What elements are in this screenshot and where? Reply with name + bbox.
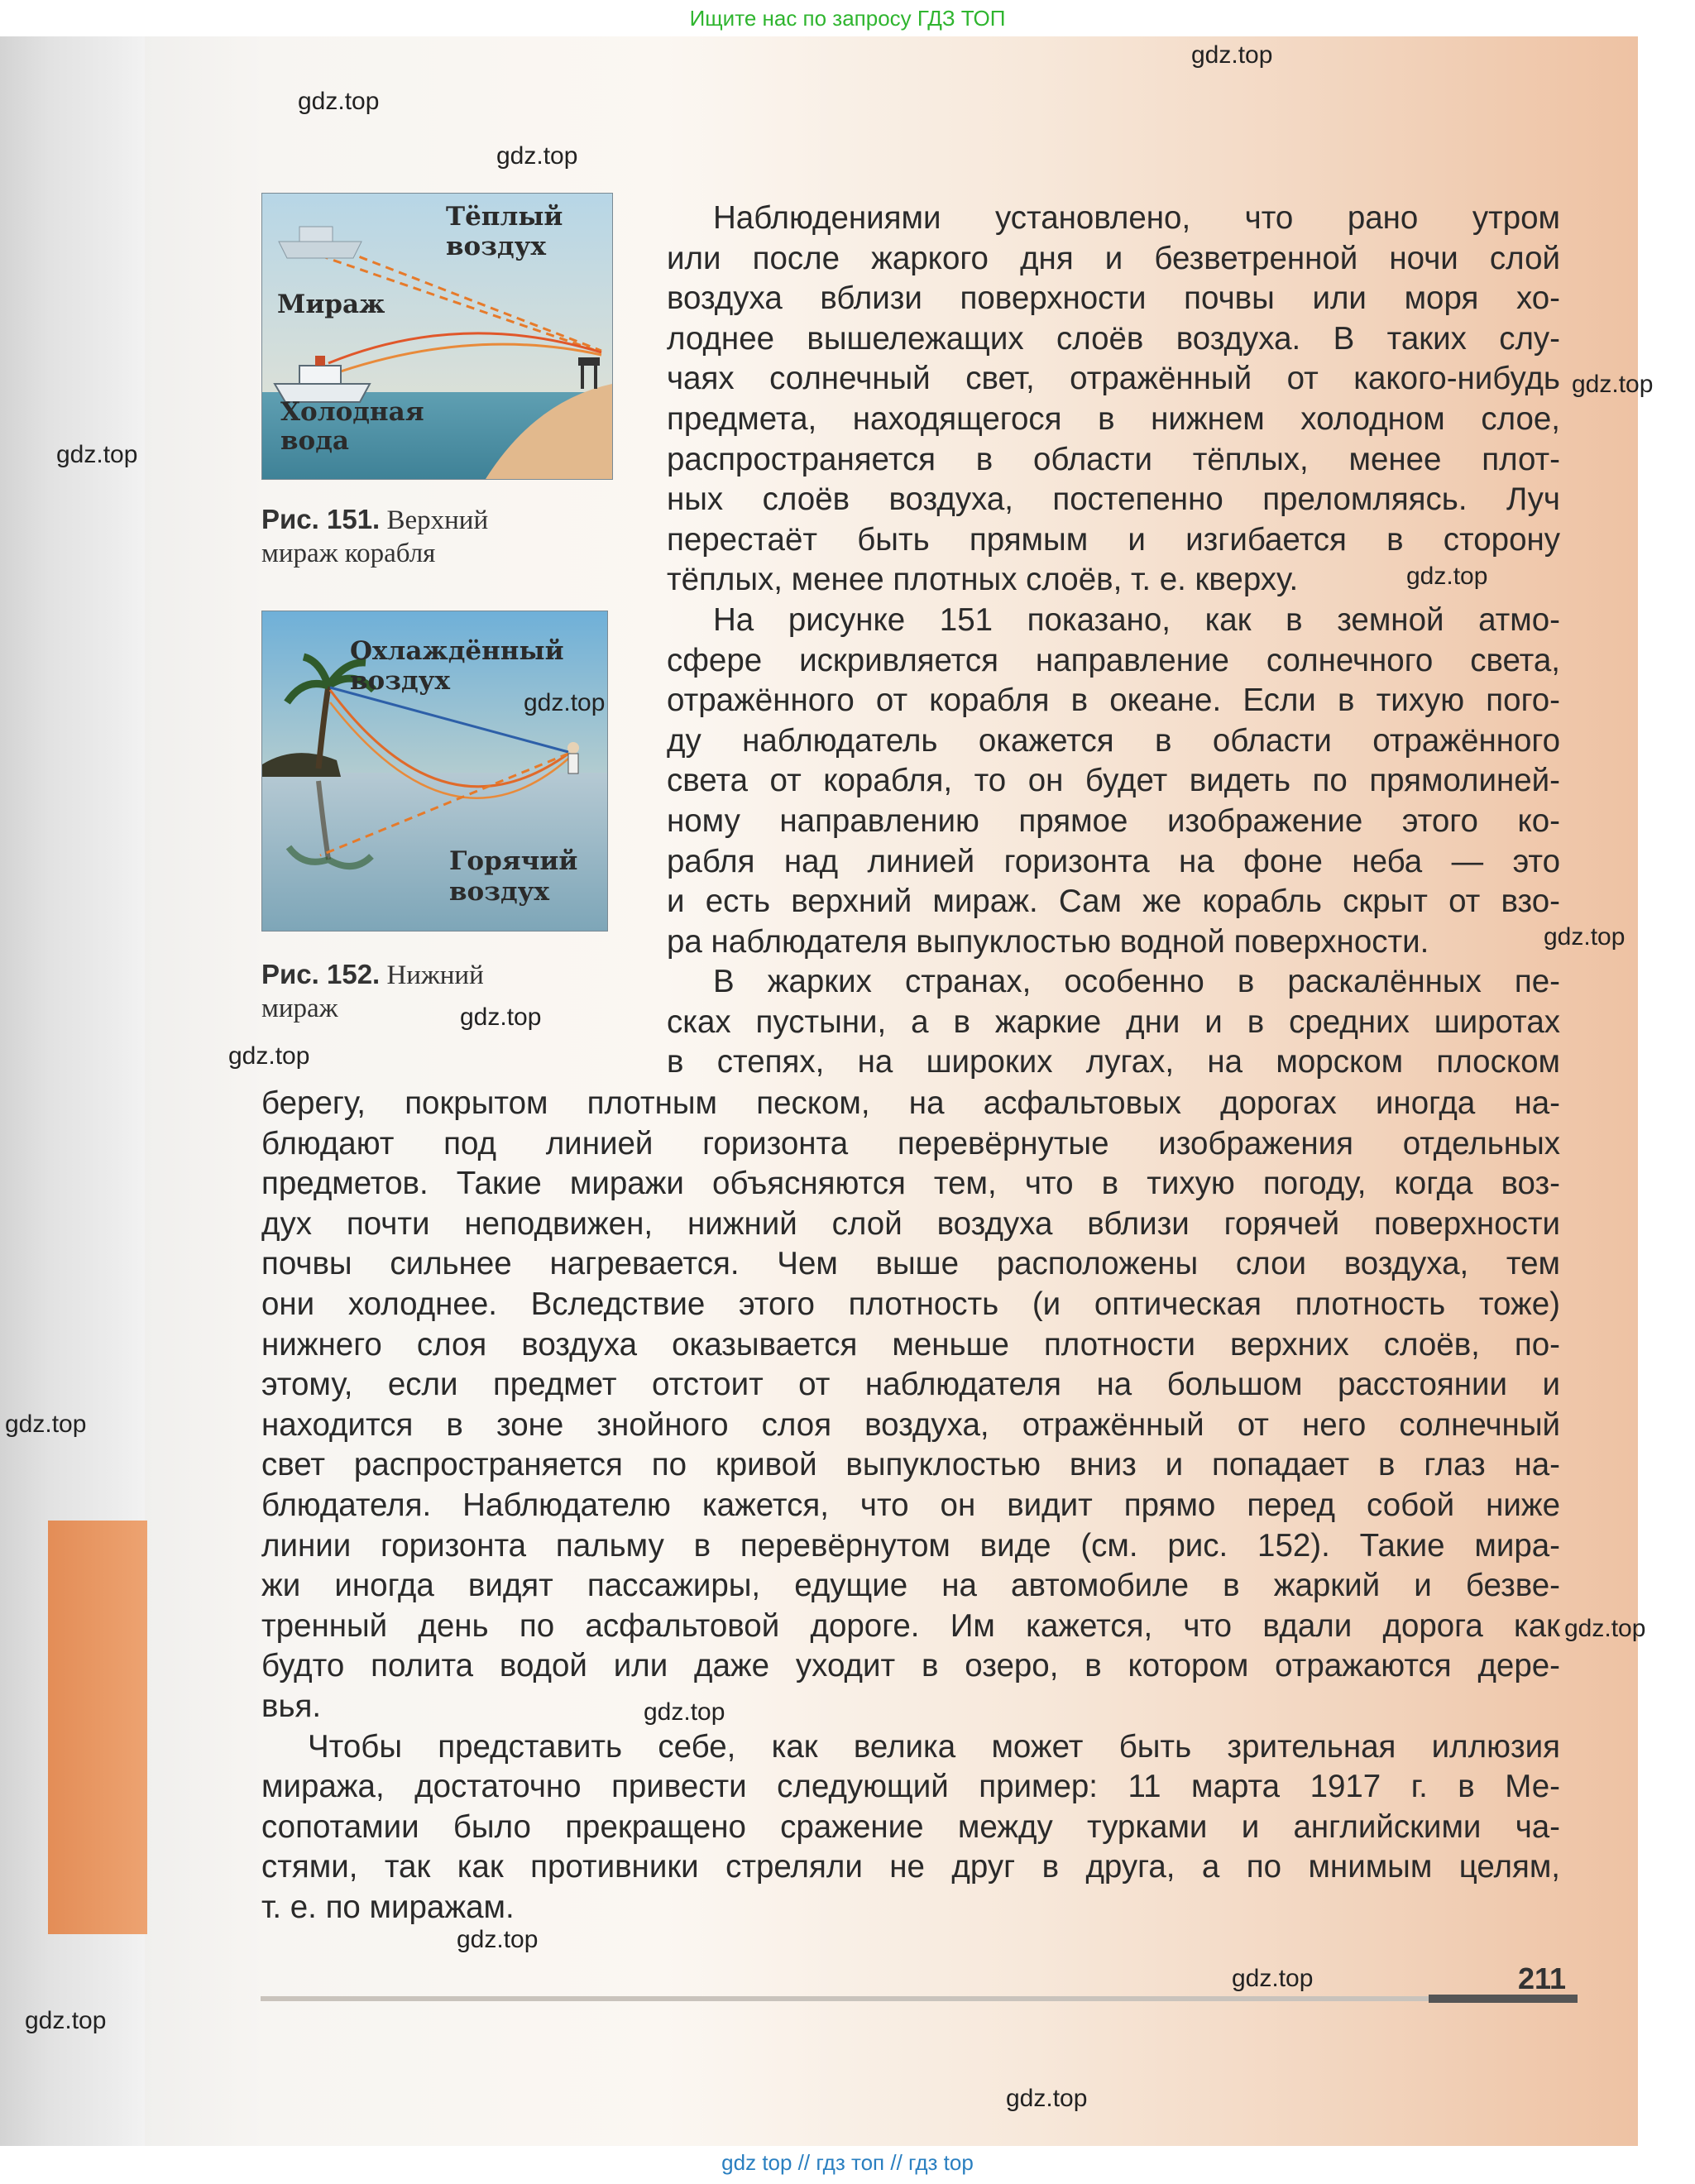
text-line: Чтобы представить себе, как велика может быть зрительная иллюзия: [308, 1728, 1560, 1765]
text-line: будто полита водой или даже уходит в озеро, в котором отражаются дере-: [261, 1648, 1560, 1684]
text-line: находится в зоне знойного слоя воздуха, отражённый от него солнечный: [261, 1406, 1560, 1443]
text-line: линии горизонта пальму в перевёрнутом виде (см. рис. 152). Такие мира-: [261, 1527, 1560, 1564]
fig151-label-warm-2: воздух: [446, 232, 546, 261]
text-line: миража, достаточно привести следующий пример: 11 марта 1917 г. в Ме-: [261, 1769, 1560, 1805]
watermark: gdz.top: [457, 1926, 539, 1953]
text-line: рабля над линией горизонта на фоне неба — это: [667, 843, 1560, 879]
watermark: gdz.top: [25, 2007, 107, 2034]
text-line: отражённого от корабля в океане. Если в тихую пого-: [667, 682, 1560, 719]
watermark: gdz.top: [5, 1410, 87, 1438]
text-line: и есть верхний мираж. Сам же корабль скрыт от взо-: [667, 884, 1560, 920]
watermark: gdz.top: [1406, 563, 1488, 590]
text-line: почвы сильнее нагревается. Чем выше расположены слои воздуха, тем: [261, 1246, 1560, 1282]
watermark: gdz.top: [460, 1003, 542, 1031]
figure-151-superior-mirage: [261, 193, 613, 480]
text-line: в степях, на широких лугах, на морском плоском: [667, 1044, 1560, 1080]
text-line: т. е. по миражам.: [261, 1889, 515, 1925]
body-text-narrow-column: [667, 199, 1560, 1083]
fig151-label-mirage: Мираж: [277, 290, 385, 319]
text-line: они холоднее. Вследствие этого плотность (и оптическая плотность тоже): [261, 1286, 1560, 1322]
top-banner[interactable]: Ищите нас по запросу ГДЗ ТОП: [689, 6, 1006, 31]
watermark: gdz.top: [56, 441, 138, 468]
text-line: или после жаркого дня и безветренной ночи слой: [667, 240, 1560, 276]
figure-152-caption: Рис. 152. Нижний мираж: [261, 959, 484, 1023]
watermark: gdz.top: [524, 689, 606, 716]
fig152-label-hot-2: воздух: [449, 877, 549, 907]
bottom-banner[interactable]: gdz top // гдз топ // гдз top: [721, 2150, 974, 2175]
body-text-wide-column: [261, 1084, 1560, 1928]
fig151-label-cold-2: вода: [280, 426, 349, 456]
fig152-label-cooled-1: Охлаждённый: [350, 636, 564, 666]
text-line: ра наблюдателя выпуклостью водной поверхности.: [667, 923, 1429, 960]
text-line: дух почти неподвижен, нижний слой воздуха вблизи горячей поверхности: [261, 1205, 1560, 1242]
text-line: предметов. Такие миражи объясняются тем, что в тихую погоду, когда воз-: [261, 1166, 1560, 1202]
text-line: берегу, покрытом плотным песком, на асфальтовых дорогах иногда на-: [261, 1085, 1560, 1121]
text-line: блюдателя. Наблюдателю кажется, что он видит прямо перед собой ниже: [261, 1487, 1560, 1523]
text-line: перестаёт быть прямым и изгибается в сторону: [667, 521, 1560, 558]
watermark: gdz.top: [1564, 1615, 1646, 1642]
text-line: На рисунке 151 показано, как в земной атмо-: [713, 601, 1560, 638]
watermark: gdz.top: [496, 142, 578, 170]
text-line: тёплых, менее плотных слоёв, т. е. кверху.: [667, 562, 1299, 598]
text-line: тренный день по асфальтовой дороге. Им кажется, что вдали дорога как: [261, 1607, 1560, 1644]
text-line: нижнего слоя воздуха оказывается меньше плотности верхних слоёв, по-: [261, 1326, 1560, 1363]
text-line: В жарких странах, особенно в раскалённых пе-: [713, 964, 1560, 1000]
text-line: лоднее вышележащих слоёв воздуха. В таких слу-: [667, 320, 1560, 357]
fig151-label-cold-1: Холодная: [280, 397, 424, 427]
fig152-label-cooled-2: воздух: [350, 666, 450, 696]
watermark: gdz.top: [1006, 2085, 1088, 2112]
text-line: свет распространяется по кривой выпуклостью вниз и попадает в глаз на-: [261, 1447, 1560, 1483]
figure-151-caption: Рис. 151. Верхний мираж корабля: [261, 504, 489, 568]
watermark: gdz.top: [1544, 923, 1626, 951]
watermark: gdz.top: [1572, 371, 1654, 398]
watermark: gdz.top: [298, 88, 380, 115]
page-number: 211: [1518, 1961, 1567, 1995]
text-line: жи иногда видят пассажиры, едущие на автомобиле в жаркий и безве-: [261, 1568, 1560, 1604]
watermark: gdz.top: [644, 1698, 725, 1726]
watermark: gdz.top: [1191, 41, 1273, 69]
fig151-label-warm-1: Тёплый: [446, 202, 563, 232]
text-line: распространяется в области тёплых, менее плот-: [667, 441, 1560, 477]
text-line: блюдают под линией горизонта перевёрнутые изображения отдельных: [261, 1125, 1560, 1161]
text-line: предмета, находящегося в нижнем холодном слое,: [667, 400, 1560, 437]
figure-152-inferior-mirage: [261, 611, 608, 932]
text-line: сопотамии было прекращено сражение между турками и английскими ча-: [261, 1808, 1560, 1845]
watermark: gdz.top: [228, 1042, 310, 1070]
footer-rule: [261, 1996, 1576, 2001]
text-line: Наблюдениями установлено, что рано утром: [713, 200, 1560, 236]
text-line: ному направлению прямое изображение этого ко-: [667, 802, 1560, 839]
text-line: стями, так как противники стреляли не друг в друга, а по мнимым целям,: [261, 1849, 1560, 1885]
text-line: ду наблюдатель окажется в области отражённого: [667, 722, 1560, 759]
text-line: света от корабля, то он будет видеть по прямолиней-: [667, 763, 1560, 799]
text-line: ных слоёв воздуха, постепенно преломляясь. Луч: [667, 481, 1560, 518]
watermark: gdz.top: [1232, 1965, 1314, 1992]
fig152-label-hot-1: Горячий: [449, 846, 578, 876]
text-line: вья.: [261, 1688, 322, 1724]
spine-color-tab: [48, 1521, 147, 1934]
text-line: сфере искривляется направление солнечного света,: [667, 642, 1560, 678]
text-line: этому, если предмет отстоит от наблюдателя на большом расстоянии и: [261, 1367, 1560, 1403]
text-line: воздуха вблизи поверхности почвы или моря хо-: [667, 280, 1560, 317]
text-line: сках пустыни, а в жаркие дни и в средних широтах: [667, 1003, 1560, 1040]
text-line: чаях солнечный свет, отражённый от какого-нибудь: [667, 361, 1560, 397]
